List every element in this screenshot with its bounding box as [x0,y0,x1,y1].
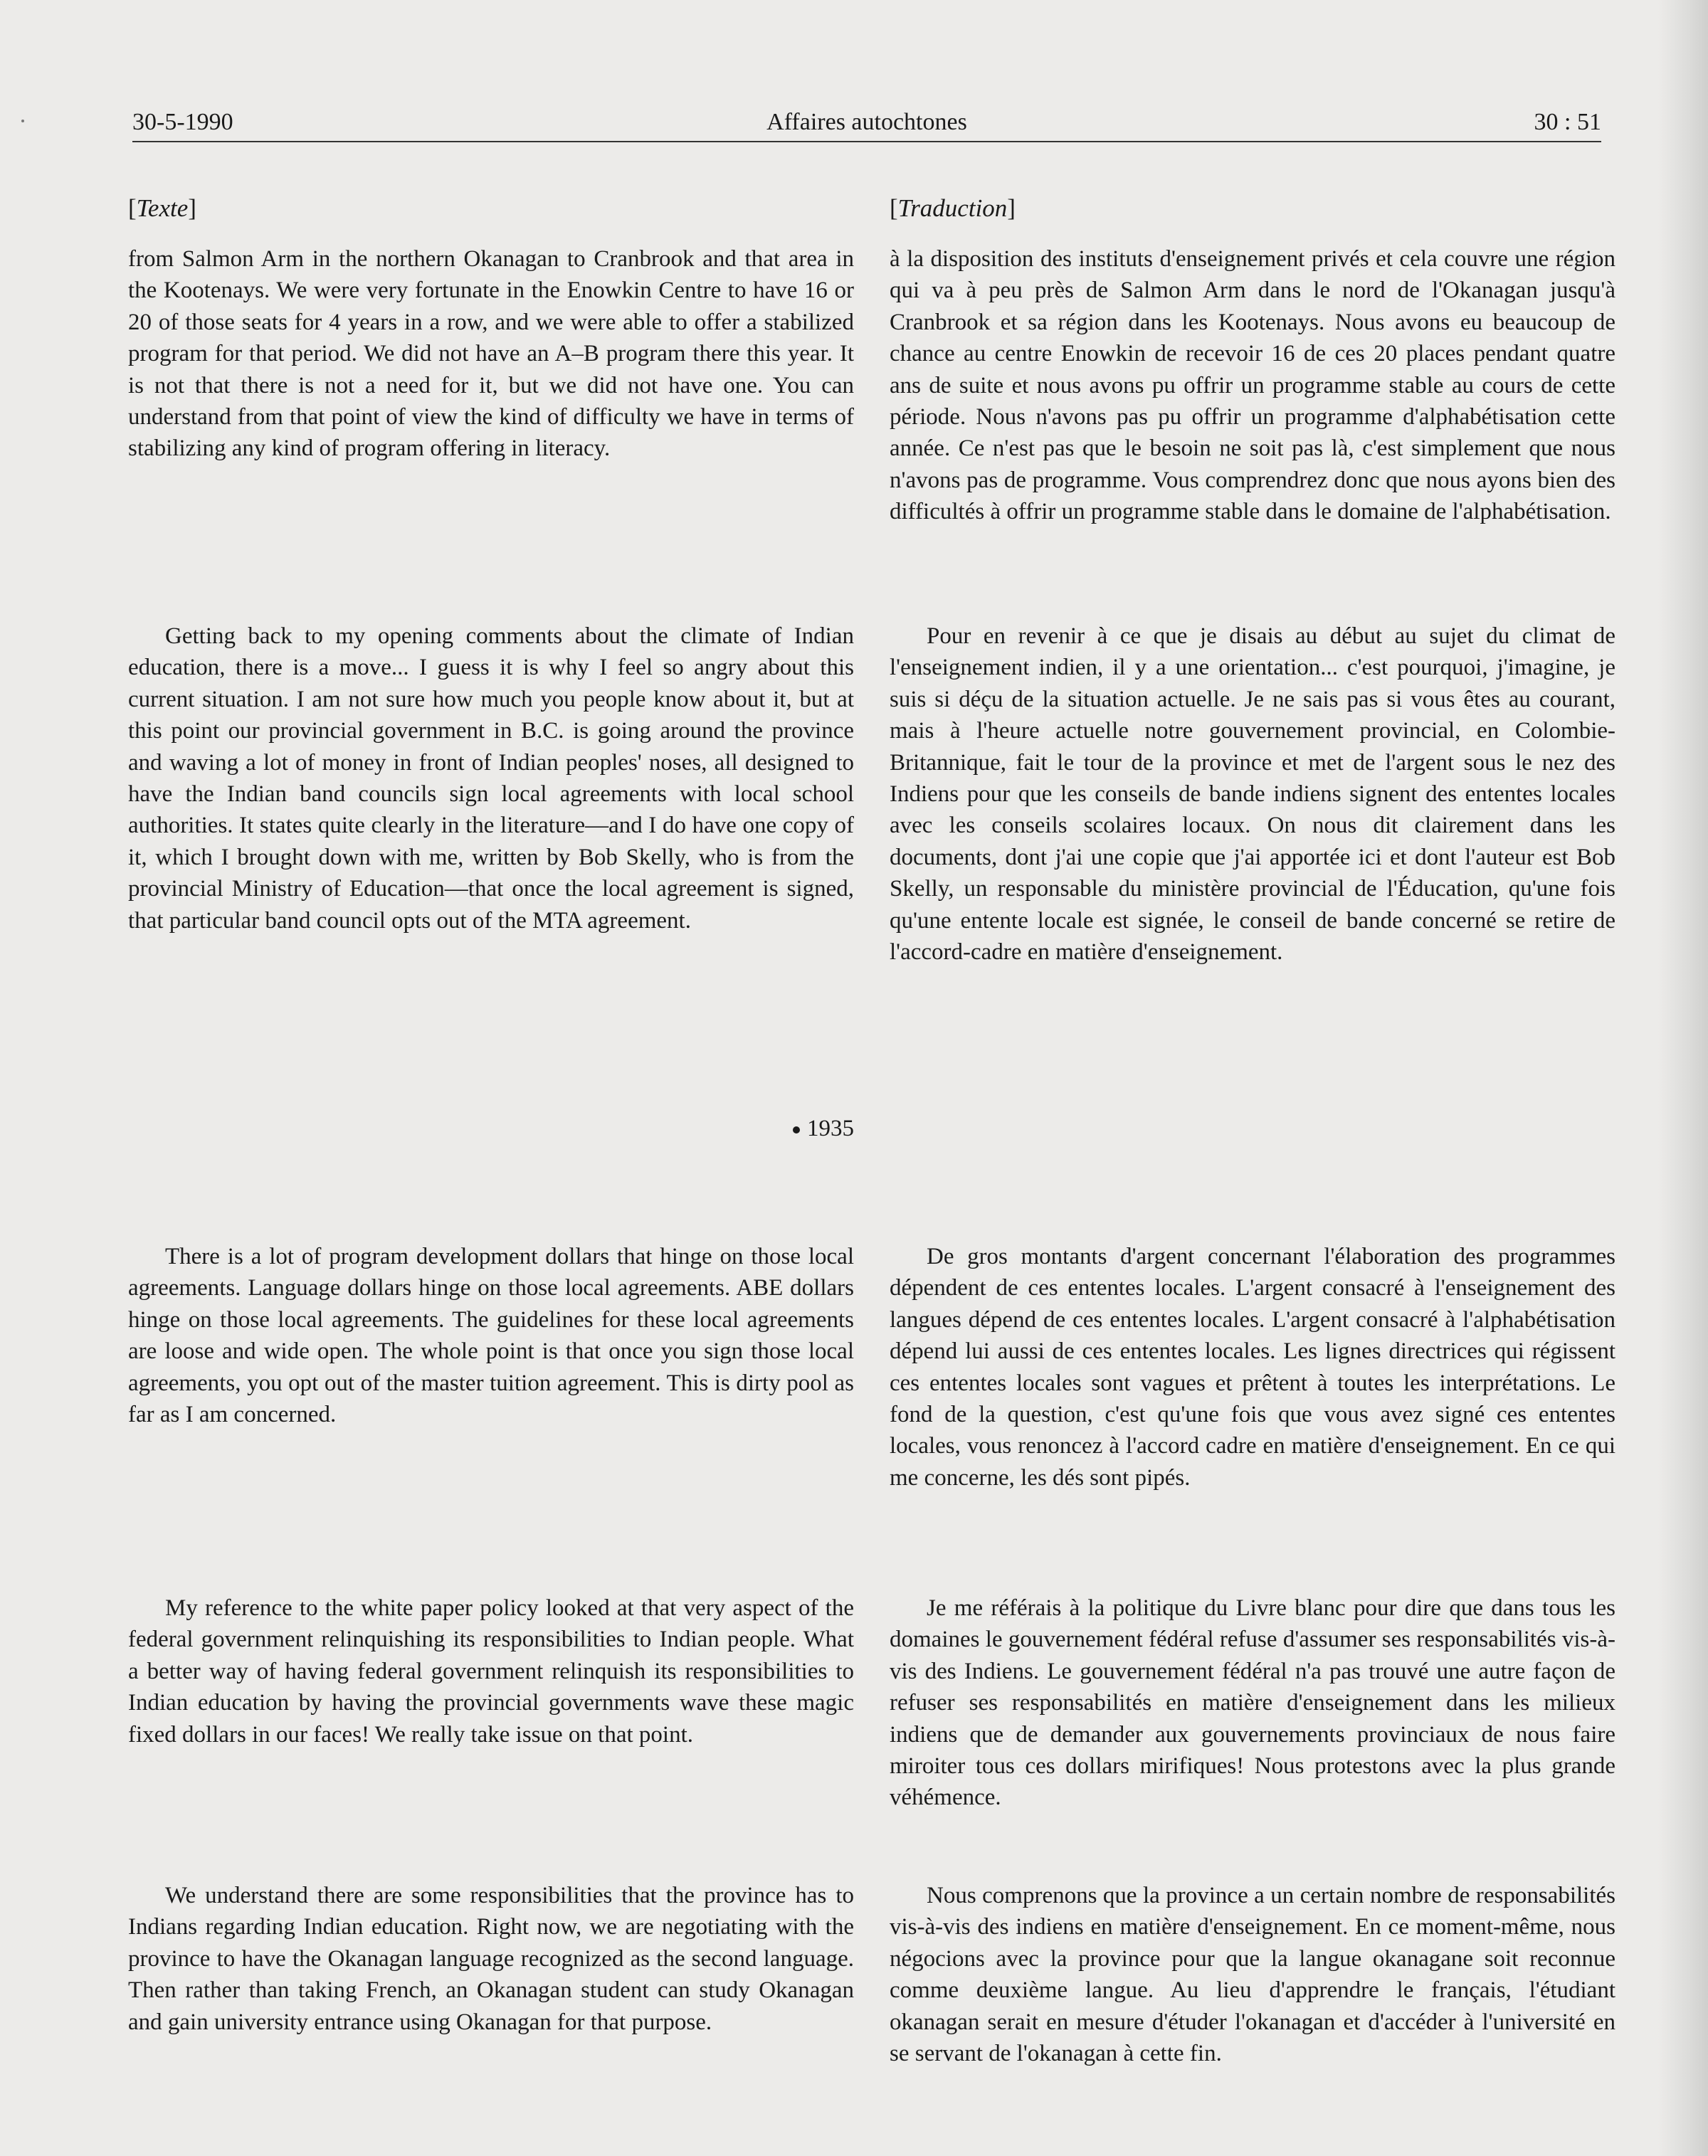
header-date: 30-5-1990 [132,109,233,135]
header-title: Affaires autochtones [766,109,967,135]
french-paragraph-2: Pour en revenir à ce que je disais au début au sujet du climat de l'enseignement indien, il y a une orientation... c'est pourquoi, j'imagine, je suis si déçu de la situation actuelle. Je ne sais pas si vous êtes au courant, mais à l'heure actuelle notre gouvernement provincial, en Colombie-Britannique, fait le tour de la province et met de l'argent sous le nez des Indiens pour que les conseils de bande indiens signent des ententes locales avec les conseils scolaires locaux. On nous dit clairement dans les documents, dont j'ai une copie que j'ai apportée ici et dont l'auteur est Bob Skelly, un responsable du ministère provincial de l'Éducation, qu'une fois qu'une entente locale est signée, le conseil de bande concerné se retire de l'accord-cadre en matière d'enseignement. [890,623,1615,966]
time-marker [793,1113,854,1144]
english-paragraph-4: My reference to the white paper policy looked at that very aspect of the federal government relinquishing its responsibilities to Indian people. What a better way of having federal government relinquish its responsibilities to Indian education by having the provincial governments wave these magic fixed dollars in our faces! We really take issue on that point. [128,1595,854,1748]
english-column [128,194,854,2035]
english-paragraph-3: There is a lot of program development dollars that hinge on those local agreements. Language dollars hinge on those local agreements. ABE dollars hinge on those local agreements. The guidelines for these local agreements are loose and wide open. The whole point is that once you sign those local agreements, you opt out of the master tuition agreement. This is dirty pool as far as I am concerned. [128,1244,854,1428]
column-label-text-word: Texte [136,194,189,222]
french-paragraph-5: Nous comprenons que la province a un certain nombre de responsabilités vis-à-vis des indiens en matière d'enseignement. En ce moment-même, nous négocions avec la province pour que la langue okanagane soit reconnue comme deuxième langue. Au lieu d'apprendre le français, l'étudiant okanagan serait en mesure d'étuder l'okanagan et d'accéder à l'université en se servant de l'okanagan à cette fin. [890,1883,1615,2067]
french-paragraph-1: à la disposition des instituts d'enseignement privés et cela couvre une région qui va à peu près de Salmon Arm dans le nord de l'Okanagan jusqu'à Cranbrook et sa région dans les Kootenays. Nous avons eu beaucoup de chance au centre Enowkin de recevoir 16 de ces 20 places pendant quatre ans de suite et nous avons pu offrir un programme stable au cours de cette période. Nous n'avons pas pu offrir un programme d'alphabétisation cette année. Ce n'est pas que le besoin ne soit pas là, c'est simplement que nous n'avons pas de programme. Vous comprendrez donc que nous ayons bien des difficultés à offrir un programme stable dans le domaine de l'alphabétisation. [890,246,1615,525]
french-paragraph-3: De gros montants d'argent concernant l'élaboration des programmes dépendent de ces ententes locales. L'argent consacré à l'enseignement des langues dépend de ces ententes locales. L'argent consacré à l'alphabétisation dépend lui aussi de ces ententes locales. Les lignes directrices qui régissent ces ententes locales sont vagues et prêtent à toutes les interprétations. Le fond de la question, c'est qu'une fois que vous avez signé ces ententes locales, vous renoncez à l'accord cadre en matière d'enseignement. En ce qui me concerne, les dés sont pipés. [890,1244,1615,1491]
page-spine-shadow [1658,0,1708,2156]
time-marker-value: 1935 [807,1116,854,1141]
french-paragraph-4: Je me référais à la politique du Livre blanc pour dire que dans tous les domaines le gouvernement fédéral refuse d'assumer ses responsabilités vis-à-vis des Indiens. Le gouvernement fédéral n'a pas trouvé une autre façon de refuser ses responsabilités en matière d'enseignement dans les milieux indiens que de demander aux gouvernements provinciaux de nous faire miroiter tous ces dollars mirifiques! Nous protestons avec la plus grande véhémence. [890,1595,1615,1811]
french-column [890,194,1615,2067]
column-label-translation-word: Traduction [897,194,1008,222]
running-header [132,105,1601,142]
scan-speck [21,120,24,122]
english-paragraph-1: from Salmon Arm in the northern Okanagan to Cranbrook and that area in the Kootenays. We were very fortunate in the Enowkin Centre to have 16 or 20 of those seats for 4 years in a row, and we were able to offer a stabilized program for that period. We did not have an A–B program there this year. It is not that there is not a need for it, but we did not have one. You can understand from that point of view the kind of difficulty we have in terms of stabilizing any kind of program offering in literacy. [128,246,854,462]
english-paragraph-2: Getting back to my opening comments about the climate of Indian education, there is a move... I guess it is why I feel so angry about this current situation. I am not sure how much you people know about it, but at this point our provincial government in B.C. is going around the province and waving a lot of money in front of Indian peoples' noses, all designed to have the Indian band councils sign local agreements with local school authorities. It states quite clearly in the literature—and I do have one copy of it, which I brought down with me, written by Bob Skelly, who is from the provincial Ministry of Education—that once the local agreement is signed, that particular band council opts out of the MTA agreement. [128,623,854,934]
column-label-text: [Texte] [128,194,196,222]
english-paragraph-5: We understand there are some responsibilities that the province has to Indians regarding Indian education. Right now, we are negotiating with the province to have the Okanagan language recognized as the second language. Then rather than taking French, an Okanagan student can study Okanagan and gain university entrance using Okanagan for that purpose. [128,1883,854,2035]
bullet-icon [793,1126,800,1134]
header-page-number: 30 : 51 [1534,109,1601,135]
column-label-translation: [Traduction] [890,194,1016,222]
